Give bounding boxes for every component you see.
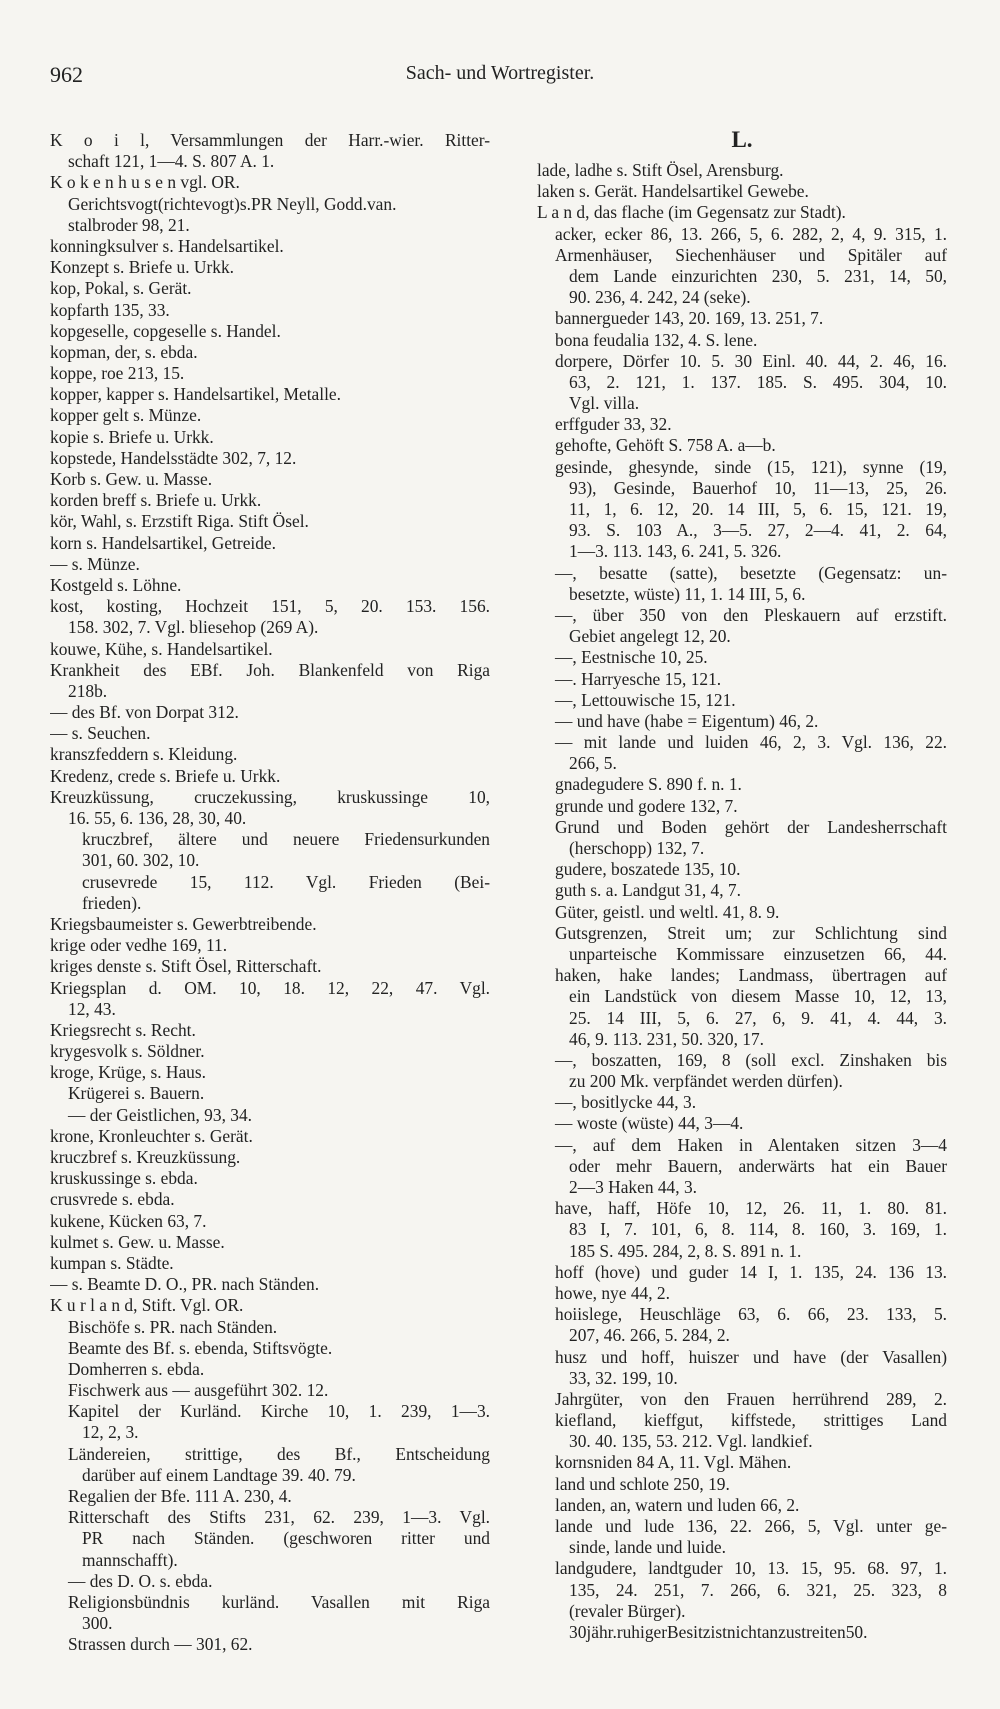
index-subentry-line: ein Landstück von diesem Masse 10, 12, 13,	[569, 986, 947, 1007]
index-subentry-line: Gutsgrenzen, Streit um; zur Schlichtung sind	[555, 922, 947, 943]
index-subentry-line: 135, 24. 251, 7. 266, 6. 321, 25. 323, 8	[569, 1579, 947, 1600]
index-subentry-line: Gerichtsvogt(richtevogt)s.PR Neyll, Godd.van.	[68, 193, 397, 214]
index-entry-line: kroge, Krüge, s. Haus.	[50, 1062, 206, 1083]
index-subentry-line: unparteische Kommissare einzusetzen 66, 44.	[569, 943, 947, 964]
index-subentry-line: (herschopp) 132, 7.	[569, 838, 705, 858]
index-entry-line: krone, Kronleuchter s. Gerät.	[50, 1125, 253, 1146]
index-subentry-line: Ländereien, strittige, des Bf., Entscheidung	[68, 1443, 490, 1464]
index-subentry-line: hoff (hove) und guder 14 I, 1. 135, 24. 136 13.	[555, 1261, 947, 1282]
index-subentry-line: gnadegudere S. 890 f. n. 1.	[555, 774, 742, 795]
index-subentry-line: 46, 9. 113. 231, 50. 320, 17.	[569, 1028, 764, 1049]
index-subentry-line: 266, 5.	[569, 753, 617, 774]
index-subentry-line: 207, 46. 266, 5. 284, 2.	[569, 1325, 730, 1346]
left-index-column	[50, 130, 490, 1656]
index-subentry-line: 218b.	[68, 680, 108, 701]
index-subentry-line: 63, 2. 121, 1. 137. 185. S. 495. 304, 10.	[569, 371, 947, 392]
index-subentry-line: Gebiet angelegt 12, 20.	[569, 626, 731, 647]
index-entry-line: Kreuzküssung, cruczekussing, kruskussinge 10,	[50, 786, 490, 807]
index-subentry-line: guth s. a. Landgut 31, 4, 7.	[555, 880, 741, 901]
index-subentry-line: haken, hake landes; Landmass, übertragen auf	[555, 965, 947, 986]
index-subentry-line: —, Lettouwische 15, 121.	[555, 689, 736, 710]
index-entry-line: K u r l a n d, Stift. Vgl. OR.	[50, 1295, 244, 1316]
index-subentry-line: 30. 40. 135, 53. 212. Vgl. landkief.	[569, 1431, 813, 1452]
index-entry-line: Kostgeld s. Löhne.	[50, 574, 182, 595]
index-entry-line: kopgeselle, copgeselle s. Handel.	[50, 320, 281, 341]
index-subentry-line: crusevrede 15, 112. Vgl. Frieden (Bei-	[82, 871, 490, 892]
index-entry-line: kruczbref s. Kreuzküssung.	[50, 1147, 241, 1167]
index-entry-line: kör, Wahl, s. Erzstift Riga. Stift Ösel.	[50, 511, 309, 532]
right-index-lines	[537, 160, 947, 1643]
index-subentry-line: Krügerei s. Bauern.	[68, 1083, 205, 1104]
index-subentry-line: Religionsbündnis kurländ. Vasallen mit Riga	[68, 1591, 490, 1612]
index-subentry-line: —, boszatten, 169, 8 (soll excl. Zinshaken bis	[555, 1049, 947, 1070]
index-entry-line: korn s. Handelsartikel, Getreide.	[50, 532, 277, 553]
index-subentry-line: bona feudalia 132, 4. S. lene.	[555, 329, 758, 350]
index-subentry-line: sinde, lande und luide.	[569, 1537, 726, 1558]
index-entry-line: lade, ladhe s. Stift Ösel, Arensburg.	[537, 160, 784, 180]
index-subentry-line: — der Geistlichen, 93, 34.	[68, 1104, 253, 1125]
index-entry-line: K o i l, Versammlungen der Harr.-wier. Ritter-	[50, 130, 490, 150]
index-entry-line: koppe, roe 213, 15.	[50, 363, 185, 384]
index-entry-line: kumpan s. Städte.	[50, 1252, 174, 1273]
index-subentry-line: —, auf dem Haken in Alentaken sitzen 3—4	[555, 1134, 947, 1155]
index-entry-line: kopman, der, s. ebda.	[50, 341, 198, 362]
index-subentry-line: kornsniden 84 A, 11. Vgl. Mähen.	[555, 1452, 792, 1473]
index-entry-line: — des Bf. von Dorpat 312.	[50, 702, 239, 723]
page-header	[0, 62, 1000, 98]
index-entry-line: — s. Seuchen.	[50, 723, 151, 744]
index-entry-line: korden breff s. Briefe u. Urkk.	[50, 490, 262, 511]
index-subentry-line: oder mehr Bauern, anderwärts hat ein Bauer	[569, 1155, 947, 1176]
running-title: Sach- und Wortregister.	[405, 62, 595, 84]
index-subentry-line: Domherren s. ebda.	[68, 1358, 205, 1379]
index-subentry-line: lande und lude 136, 22. 266, 5, Vgl. unter ge-	[555, 1516, 947, 1536]
right-index-column	[537, 127, 947, 1643]
index-subentry-line: 185 S. 495. 284, 2, 8. S. 891 n. 1.	[569, 1240, 802, 1261]
index-subentry-line: mannschafft).	[82, 1549, 178, 1570]
index-subentry-line: Fischwerk aus — ausgeführt 302. 12.	[68, 1380, 329, 1401]
index-entry-line: Kriegsplan d. OM. 10, 18. 12, 22, 47. Vgl.	[50, 977, 490, 998]
index-subentry-line: Bischöfe s. PR. nach Ständen.	[68, 1316, 278, 1337]
index-subentry-line: —, über 350 von den Pleskauern auf erzstift.	[555, 604, 947, 625]
index-entry-line: konningksulver s. Handelsartikel.	[50, 235, 284, 256]
index-subentry-line: 25. 14 III, 5, 6. 27, 6, 9. 41, 4. 44, 3.	[569, 1007, 947, 1028]
index-entry-line: kukene, Kücken 63, 7.	[50, 1210, 207, 1231]
index-entry-line: Kriegsrecht s. Recht.	[50, 1019, 196, 1040]
index-entry-line: Kriegsbaumeister s. Gewerbtreibende.	[50, 913, 317, 934]
index-entry-line: Konzept s. Briefe u. Urkk.	[50, 257, 235, 278]
index-entry-line: kopper gelt s. Münze.	[50, 405, 202, 426]
index-subentry-line: Güter, geistl. und weltl. 41, 8. 9.	[555, 901, 780, 922]
index-subentry-line: darüber auf einem Landtage 39. 40. 79.	[82, 1464, 356, 1485]
index-subentry-line: erffguder 33, 32.	[555, 414, 672, 435]
index-subentry-line: howe, nye 44, 2.	[555, 1282, 670, 1303]
index-subentry-line: 158. 302, 7. Vgl. bliesehop (269 A).	[68, 617, 319, 638]
index-entry-line: kopfarth 135, 33.	[50, 299, 170, 320]
index-subentry-line: 30jähr.ruhigerBesitzistnichtanzustreiten50.	[569, 1621, 868, 1642]
index-subentry-line: — mit lande und luiden 46, 2, 3. Vgl. 136, 22.	[555, 732, 947, 753]
index-entry-line: kopie s. Briefe u. Urkk.	[50, 426, 214, 447]
index-entry-line: — s. Münze.	[50, 553, 140, 574]
index-entry-line: kouwe, Kühe, s. Handelsartikel.	[50, 638, 273, 659]
index-subentry-line: 93. S. 103 A., 3—5. 27, 2—4. 41, 2. 64,	[569, 520, 947, 541]
index-subentry-line: grunde und godere 132, 7.	[555, 795, 738, 816]
index-subentry-line: dorpere, Dörfer 10. 5. 30 Einl. 40. 44, 2. 46, 16.	[555, 350, 947, 371]
index-subentry-line: (revaler Bürger).	[569, 1600, 686, 1621]
index-subentry-line: — woste (wüste) 44, 3—4.	[555, 1113, 744, 1134]
index-subentry-line: 83 I, 7. 101, 6, 8. 114, 8. 160, 3. 169, 1.	[569, 1219, 947, 1240]
index-subentry-line: 93), Gesinde, Bauerhof 10, 11—13, 25, 26.	[569, 477, 947, 498]
index-entry-line: L a n d, das flache (im Gegensatz zur Stadt).	[537, 202, 846, 223]
index-entry-line: laken s. Gerät. Handelsartikel Gewebe.	[537, 181, 809, 202]
index-subentry-line: Grund und Boden gehört der Landesherrschaft	[555, 816, 947, 837]
index-subentry-line: Regalien der Bfe. 111 A. 230, 4.	[68, 1486, 292, 1506]
index-subentry-line: have, haff, Höfe 10, 12, 26. 11, 1. 80. 81.	[555, 1198, 947, 1219]
index-subentry-line: bannergueder 143, 20. 169, 13. 251, 7.	[555, 308, 824, 329]
index-subentry-line: dem Lande einzurichten 230, 5. 231, 14, 50,	[569, 265, 947, 286]
index-entry-line: kopper, kapper s. Handelsartikel, Metalle.	[50, 384, 341, 405]
index-entry-line: kulmet s. Gew. u. Masse.	[50, 1231, 225, 1252]
index-entry-line: kriges denste s. Stift Ösel, Ritterschaft.	[50, 956, 322, 977]
index-subentry-line: frieden).	[82, 892, 142, 913]
index-subentry-line: landgudere, landtguder 10, 13. 15, 95. 68. 97, 1.	[555, 1558, 947, 1579]
index-subentry-line: schaft 121, 1—4. S. 807 A. 1.	[68, 151, 275, 172]
index-entry-line: Kredenz, crede s. Briefe u. Urkk.	[50, 765, 281, 786]
index-subentry-line: besetzte, wüste) 11, 1. 14 III, 5, 6.	[569, 583, 806, 604]
index-subentry-line: husz und hoff, huiszer und have (der Vasallen)	[555, 1346, 947, 1367]
index-subentry-line: gudere, boszatede 135, 10.	[555, 859, 741, 880]
index-subentry-line: Ritterschaft des Stifts 231, 62. 239, 1—3. Vgl.	[68, 1507, 490, 1528]
index-subentry-line: —, Eestnische 10, 25.	[555, 647, 708, 668]
index-subentry-line: acker, ecker 86, 13. 266, 5, 6. 282, 2, 4, 9. 315, 1.	[555, 223, 947, 244]
index-subentry-line: —, bositlycke 44, 3.	[555, 1092, 697, 1113]
section-letter-heading: L.	[731, 127, 753, 152]
index-subentry-line: Kapitel der Kurländ. Kirche 10, 1. 239, 1—3.	[68, 1401, 490, 1422]
index-subentry-line: gesinde, ghesynde, sinde (15, 121), synne (19,	[555, 456, 947, 477]
index-entry-line: kopstede, Handelsstädte 302, 7, 12.	[50, 447, 297, 468]
index-entry-line: crusvrede s. ebda.	[50, 1189, 175, 1210]
index-subentry-line: 16. 55, 6. 136, 28, 30, 40.	[68, 808, 247, 828]
index-subentry-line: 11, 1, 6. 12, 20. 14 III, 5, 6. 15, 121. 19,	[569, 499, 947, 519]
index-subentry-line: Strassen durch — 301, 62.	[68, 1634, 253, 1655]
index-subentry-line: land und schlote 250, 19.	[555, 1473, 730, 1494]
index-entry-line: kranszfeddern s. Kleidung.	[50, 744, 238, 765]
index-subentry-line: Vgl. villa.	[569, 393, 640, 414]
index-subentry-line: kruczbref, ältere und neuere Friedensurkunden	[82, 829, 490, 850]
index-entry-line: kop, Pokal, s. Gerät.	[50, 278, 192, 299]
index-subentry-line: — und have (habe = Eigentum) 46, 2.	[555, 710, 819, 731]
index-subentry-line: 2—3 Haken 44, 3.	[569, 1177, 697, 1197]
index-entry-line: K o k e n h u s e n vgl. OR.	[50, 172, 240, 193]
index-subentry-line: hoiislege, Heuschläge 63, 6. 66, 23. 133, 5.	[555, 1304, 947, 1325]
index-subentry-line: stalbroder 98, 21.	[68, 214, 190, 235]
index-subentry-line: — des D. O. s. ebda.	[68, 1570, 213, 1591]
index-entry-line: kruskussinge s. ebda.	[50, 1168, 198, 1189]
index-subentry-line: 300.	[82, 1613, 113, 1634]
index-entry-line: — s. Beamte D. O., PR. nach Ständen.	[50, 1274, 320, 1295]
index-entry-line: kost, kosting, Hochzeit 151, 5, 20. 153. 156.	[50, 596, 490, 617]
index-subentry-line: gehofte, Gehöft S. 758 A. a—b.	[555, 435, 776, 456]
index-entry-line: krygesvolk s. Söldner.	[50, 1041, 205, 1062]
index-subentry-line: 301, 60. 302, 10.	[82, 850, 200, 871]
index-subentry-line: kiefland, kieffgut, kiffstede, strittiges Land	[555, 1410, 947, 1431]
page-number: 962	[50, 62, 83, 87]
index-subentry-line: landen, an, watern und luden 66, 2.	[555, 1494, 800, 1515]
index-subentry-line: Jahrgüter, von den Frauen herrührend 289, 2.	[555, 1388, 947, 1409]
index-subentry-line: 90. 236, 4. 242, 24 (seke).	[569, 287, 751, 308]
index-subentry-line: PR nach Ständen. (geschworen ritter und	[82, 1528, 490, 1549]
index-subentry-line: zu 200 Mk. verpfändet werden dürfen).	[569, 1071, 843, 1092]
index-subentry-line: Beamte des Bf. s. ebenda, Stiftsvögte.	[68, 1337, 333, 1358]
index-entry-line: krige oder vedhe 169, 11.	[50, 935, 228, 956]
index-subentry-line: 33, 32. 199, 10.	[569, 1367, 678, 1388]
index-entry-line: Korb s. Gew. u. Masse.	[50, 469, 213, 489]
index-subentry-line: 12, 2, 3.	[82, 1422, 139, 1443]
index-subentry-line: 1—3. 113. 143, 6. 241, 5. 326.	[569, 541, 782, 562]
index-subentry-line: —. Harryesche 15, 121.	[555, 668, 722, 689]
index-subentry-line: 12, 43.	[68, 998, 116, 1019]
index-subentry-line: Armenhäuser, Siechenhäuser und Spitäler auf	[555, 244, 947, 265]
index-entry-line: Krankheit des EBf. Joh. Blankenfeld von Riga	[50, 659, 490, 680]
index-subentry-line: —, besatte (satte), besetzte (Gegensatz: un-	[555, 562, 947, 583]
